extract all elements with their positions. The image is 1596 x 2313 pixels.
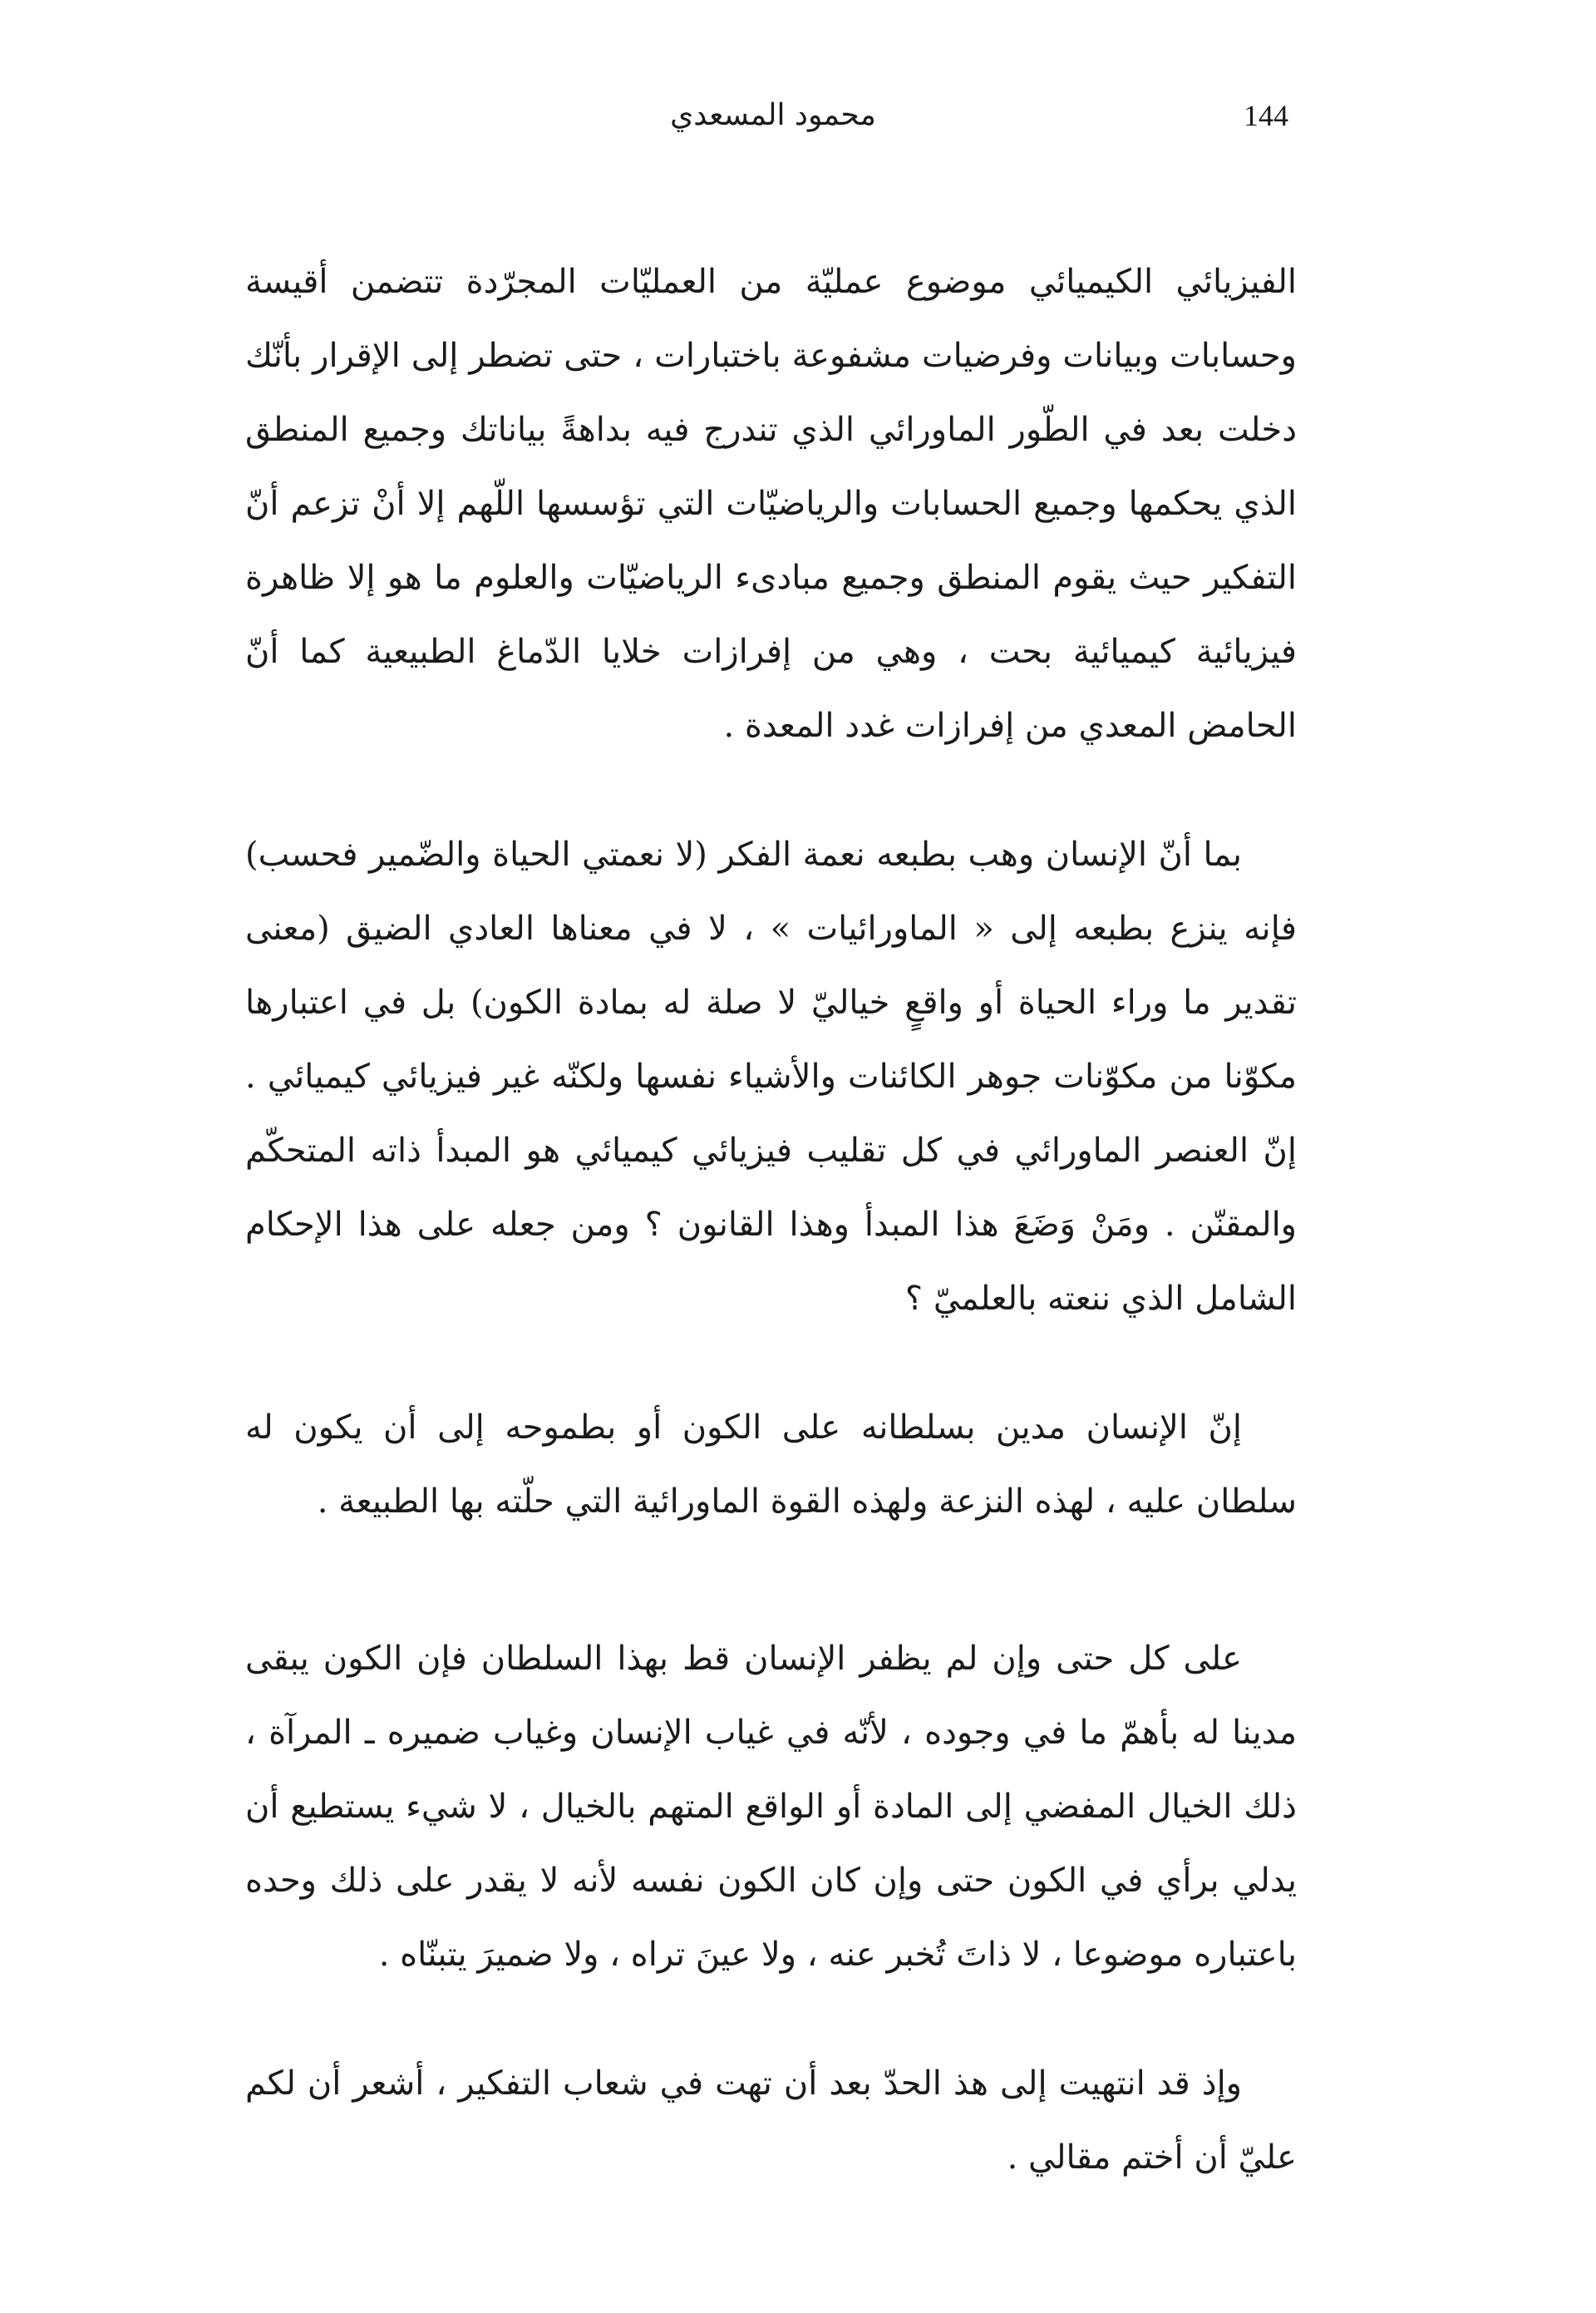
paragraph-1: الفيزيائي الكيميائي موضوع عمليّة من العمليّات المجرّدة تتضمن أقيسة وحسابات وبيانات وفرضيات مشفوعة باختبارات ، حتى تضطر إلى الإقرار بأنّك دخلت بعد في الطّور الماورائي الذي تندرج فيه بداهةً بياناتك وجميع المنطق الذي يحكمها وجميع الحسابات والرياضيّات التي تؤسسها اللّهم إلا أنْ تزعم أنّ التفكير حيث يقوم المنطق وجميع مبادىء الرياضيّات والعلوم ما هو إلا ظاهرة فيزيائية كيميائية بحت ، وهي من إفرازات خلايا الدّماغ الطبيعية كما أنّ الحامض المعدي من إفرازات غدد المعدة . (245, 263, 1297, 745)
paragraph-5: وإذ قد انتهيت إلى هذ الحدّ بعد أن تهت في شعاب التفكير ، أشعر أن لكم عليّ أن أختم مقالي . (245, 2064, 1297, 2177)
paragraph-2: بما أنّ الإنسان وهب بطبعه نعمة الفكر (لا نعمتي الحياة والضّمير فحسب) فإنه ينزع بطبعه إلى « الماورائيات » ، لا في معناها العادي الضيق (معنى تقدير ما وراء الحياة أو واقعٍ خياليّ لا صلة له بمادة الكون) بل في اعتبارها مكوّنا من مكوّنات جوهر الكائنات والأشياء نفسها ولكنّه غير فيزيائي كيميائي . إنّ العنصر الماورائي في كل تقليب فيزيائي كيميائي هو المبدأ ذاته المتحكّم والمقنّن . ومَنْ وَضَعَ هذا المبدأ وهذا القانون ؟ ومن جعله على هذا الإحكام الشامل الذي ننعته بالعلميّ ؟ (245, 836, 1297, 1318)
running-header (241, 98, 1305, 148)
paragraph-4: على كل حتى وإن لم يظفر الإنسان قط بهذا السلطان فإن الكون يبقى مدينا له بأهمّ ما في وجوده ، لأنّه في غياب الإنسان وغياب ضميره ـ المرآة ، ذلك الخيال المفضي إلى المادة أو الواقع المتهم بالخيال ، لا شيء يستطيع أن يدلي برأي في الكون حتى وإن كان الكون نفسه لأنه لا يقدر على ذلك وحده باعتباره موضوعا ، لا ذاتَ تُخبر عنه ، ولا عينَ تراه ، ولا ضميرَ يتبنّاه . (245, 1640, 1297, 1974)
page-number: 144 (1244, 99, 1288, 132)
running-head-author: محمود المسعدي (670, 98, 876, 132)
body-text (245, 245, 1297, 2250)
paragraph-3: إنّ الإنسان مدين بسلطانه على الكون أو بطموحه إلى أن يكون له سلطان عليه ، لهذه النزعة ولهذه القوة الماورائية التي حلّته بها الطبيعة . (245, 1408, 1297, 1521)
